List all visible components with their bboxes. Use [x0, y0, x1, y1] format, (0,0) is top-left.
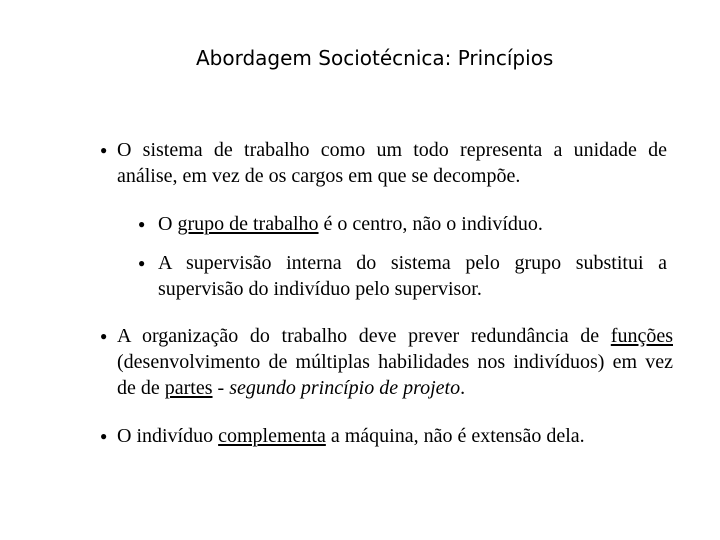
underlined-term: complementa [218, 425, 326, 447]
bullet-icon: ● [100, 329, 108, 343]
text-segment: a máquina, não é extensão dela. [325, 425, 585, 447]
list-item: O sistema de trabalho como um todo representa a unidade de análise, em vez de os cargos em que se decompõe. [117, 139, 667, 187]
sub-list-item [158, 211, 668, 237]
underlined-term: partes [164, 377, 213, 399]
italic-text: segundo princípio de projeto [229, 377, 461, 399]
bullet-icon: ● [138, 217, 146, 231]
bullet-icon: ● [100, 429, 108, 443]
text-segment: O [158, 213, 178, 235]
text-segment: é o centro, não o indivíduo. [318, 213, 543, 235]
page-title: Abordagem Sociotécnica: Princípios [196, 46, 554, 70]
list-item [117, 423, 697, 449]
bullet-icon: ● [138, 256, 146, 270]
text-segment: (desenvolvimento de múltiplas habilidades nos indivíduos) em vez de de [117, 351, 673, 399]
text-segment: . [460, 377, 466, 399]
bullet-icon: ● [100, 143, 108, 157]
sub-list-item: A supervisão interna do sistema pelo grupo substitui a supervisão do indivíduo pelo supervisor. [158, 252, 667, 300]
text-segment: - [212, 377, 230, 399]
underlined-term: grupo de trabalho [177, 213, 319, 235]
text-segment: O indivíduo [117, 425, 219, 447]
underlined-term: funções [610, 325, 673, 347]
text-segment: A organização do trabalho deve prever redundância de [117, 325, 611, 347]
list-item [117, 323, 673, 401]
